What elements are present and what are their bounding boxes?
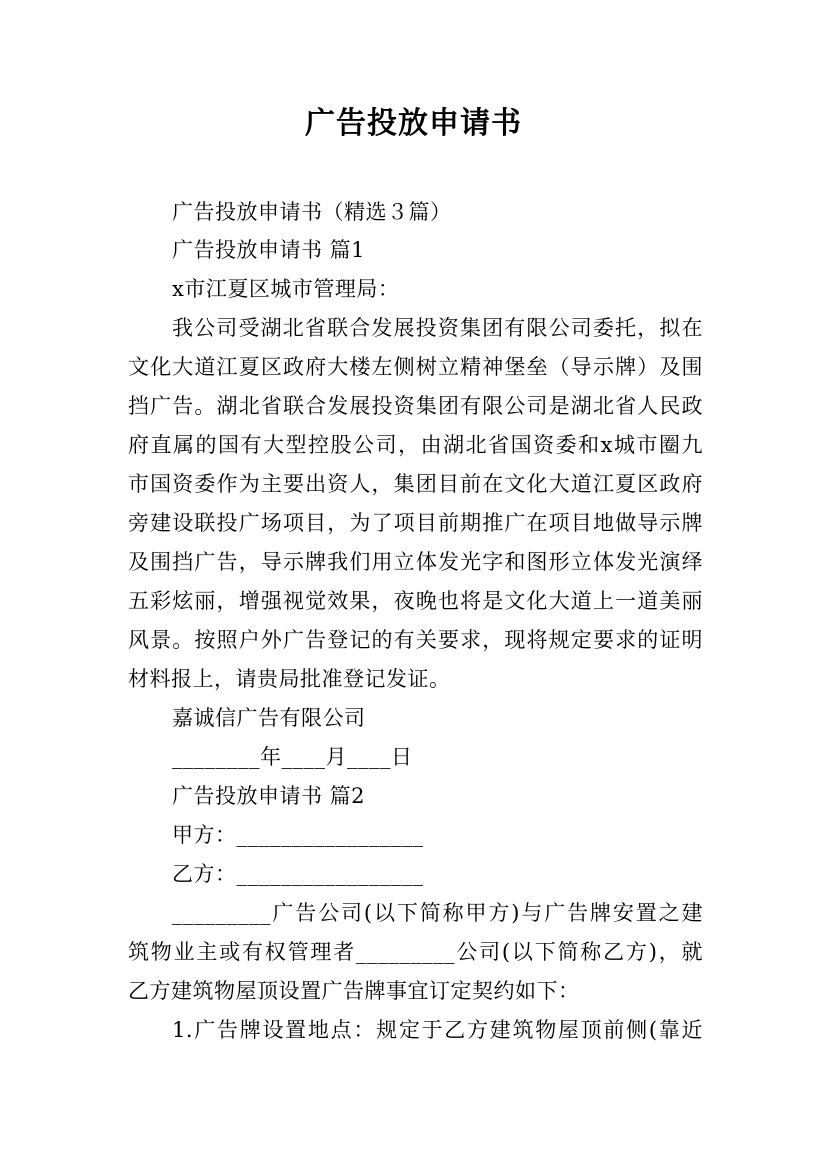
addressee-line: x市江夏区城市管理局： <box>172 277 400 301</box>
paragraph-line: 及围挡广告，导示牌我们用立体发光字和图形立体发光演绎 <box>128 550 703 574</box>
paragraph-line: 我公司受湖北省联合发展投资集团有限公司委托，拟在 <box>172 316 703 340</box>
signature-company: 嘉诚信广告有限公司 <box>172 706 366 730</box>
paragraph-line: 挡广告。湖北省联合发展投资集团有限公司是湖北省人民政 <box>128 394 703 418</box>
document-title: 广告投放申请书 <box>305 106 522 141</box>
signature-date: ________年____月____日 <box>172 745 413 769</box>
paragraph-line: 筑物业主或有权管理者_________公司(以下简称乙方)，就 <box>128 940 703 964</box>
party-a-line: 甲方：_________________ <box>172 823 424 847</box>
paragraph-line: 市国资委作为主要出资人，集团目前在文化大道江夏区政府 <box>128 472 703 496</box>
section-heading-1: 广告投放申请书 篇1 <box>172 238 366 262</box>
paragraph-line: 旁建设联投广场项目，为了项目前期推广在项目地做导示牌 <box>128 511 703 535</box>
paragraph-line: _________广告公司(以下简称甲方)与广告牌安置之建 <box>172 901 703 925</box>
section-heading-2: 广告投放申请书 篇2 <box>172 784 366 808</box>
paragraph-line: 风景。按照户外广告登记的有关要求，现将规定要求的证明 <box>128 628 703 652</box>
subtitle-line: 广告投放申请书（精选３篇） <box>172 200 452 224</box>
paragraph-line: 五彩炫丽，增强视觉效果，夜晚也将是文化大道上一道美丽 <box>128 589 703 613</box>
paragraph-line: 乙方建筑物屋顶设置广告牌事宜订定契约如下： <box>128 979 580 1003</box>
paragraph-line: 府直属的国有大型控股公司，由湖北省国资委和x城市圈九 <box>128 433 703 457</box>
paragraph-line: 材料报上，请贵局批准登记发证。 <box>128 667 451 691</box>
clause-line: 1.广告牌设置地点：规定于乙方建筑物屋顶前侧(靠近 <box>172 1018 703 1042</box>
party-b-line: 乙方：_________________ <box>172 862 424 886</box>
paragraph-line: 文化大道江夏区政府大楼左侧树立精神堡垒（导示牌）及围 <box>128 355 703 379</box>
